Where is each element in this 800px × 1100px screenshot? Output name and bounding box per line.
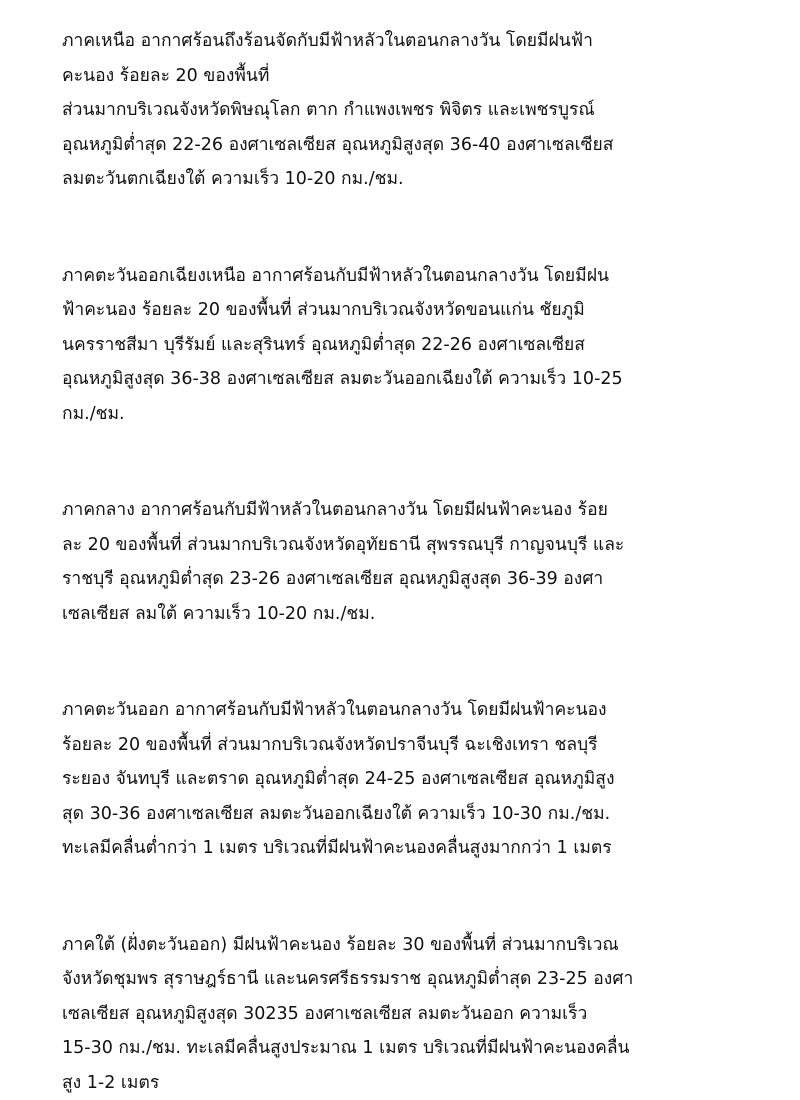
text-line: ส่วนมากบริเวณจังหวัดพิษณุโลก ตาก กำแพงเพชร พิจิตร และเพชรบูรณ์ (62, 93, 752, 128)
text-line: เซลเซียส อุณหภูมิสูงสุด 30235 องศาเซลเซียส ลมตะวันออก ความเร็ว (62, 997, 752, 1032)
text-line: อุณหภูมิสูงสุด 36-38 องศาเซลเซียส ลมตะวันออกเฉียงใต้ ความเร็ว 10-25 (62, 362, 752, 397)
text-line: ร้อยละ 20 ของพื้นที่ ส่วนมากบริเวณจังหวัดปราจีนบุรี ฉะเชิงเทรา ชลบุรี (62, 728, 752, 763)
text-line: อุณหภูมิต่ำสุด 22-26 องศาเซลเซียส อุณหภูมิสูงสุด 36-40 องศาเซลเซียส (62, 128, 752, 163)
text-line: 15-30 กม./ชม. ทะเลมีคลื่นสูงประมาณ 1 เมตร บริเวณที่มีฝนฟ้าคะนองคลื่น (62, 1031, 752, 1066)
text-line: นครราชสีมา บุรีรัมย์ และสุรินทร์ อุณหภูมิต่ำสุด 22-26 องศาเซลเซียส (62, 328, 752, 363)
text-line: สูง 1-2 เมตร (62, 1066, 752, 1100)
text-line: ราชบุรี อุณหภูมิต่ำสุด 23-26 องศาเซลเซียส อุณหภูมิสูงสุด 36-39 องศา (62, 562, 752, 597)
text-line: ภาคตะวันออกเฉียงเหนือ อากาศร้อนกับมีฟ้าหลัวในตอนกลางวัน โดยมีฝน (62, 259, 752, 294)
text-line: ระยอง จันทบุรี และตราด อุณหภูมิต่ำสุด 24-25 องศาเซลเซียส อุณหภูมิสูง (62, 762, 752, 797)
text-line: ภาคตะวันออก อากาศร้อนกับมีฟ้าหลัวในตอนกลางวัน โดยมีฝนฟ้าคะนอง (62, 693, 752, 728)
forecast-northeast (62, 259, 752, 432)
text-line: ทะเลมีคลื่นต่ำกว่า 1 เมตร บริเวณที่มีฝนฟ้าคะนองคลื่นสูงมากกว่า 1 เมตร (62, 831, 752, 866)
forecast-south-east-coast (62, 928, 752, 1100)
forecast-east (62, 693, 752, 866)
text-line: จังหวัดชุมพร สุราษฎร์ธานี และนครศรีธรรมราช อุณหภูมิต่ำสุด 23-25 องศา (62, 962, 752, 997)
forecast-central (62, 493, 752, 631)
text-line: เซลเซียส ลมใต้ ความเร็ว 10-20 กม./ชม. (62, 597, 752, 632)
text-line: ลมตะวันตกเฉียงใต้ ความเร็ว 10-20 กม./ชม. (62, 162, 752, 197)
text-line: สุด 30-36 องศาเซลเซียส ลมตะวันออกเฉียงใต้ ความเร็ว 10-30 กม./ชม. (62, 797, 752, 832)
text-line: ภาคเหนือ อากาศร้อนถึงร้อนจัดกับมีฟ้าหลัวในตอนกลางวัน โดยมีฝนฟ้า (62, 24, 752, 59)
forecast-north (62, 24, 752, 197)
text-line: กม./ชม. (62, 397, 752, 432)
text-line: ฟ้าคะนอง ร้อยละ 20 ของพื้นที่ ส่วนมากบริเวณจังหวัดขอนแก่น ชัยภูมิ (62, 293, 752, 328)
text-line: คะนอง ร้อยละ 20 ของพื้นที่ (62, 59, 752, 94)
text-line: ภาคกลาง อากาศร้อนกับมีฟ้าหลัวในตอนกลางวัน โดยมีฝนฟ้าคะนอง ร้อย (62, 493, 752, 528)
text-line: ละ 20 ของพื้นที่ ส่วนมากบริเวณจังหวัดอุทัยธานี สุพรรณบุรี กาญจนบุรี และ (62, 528, 752, 563)
text-line: ภาคใต้ (ฝั่งตะวันออก) มีฝนฟ้าคะนอง ร้อยละ 30 ของพื้นที่ ส่วนมากบริเวณ (62, 928, 752, 963)
